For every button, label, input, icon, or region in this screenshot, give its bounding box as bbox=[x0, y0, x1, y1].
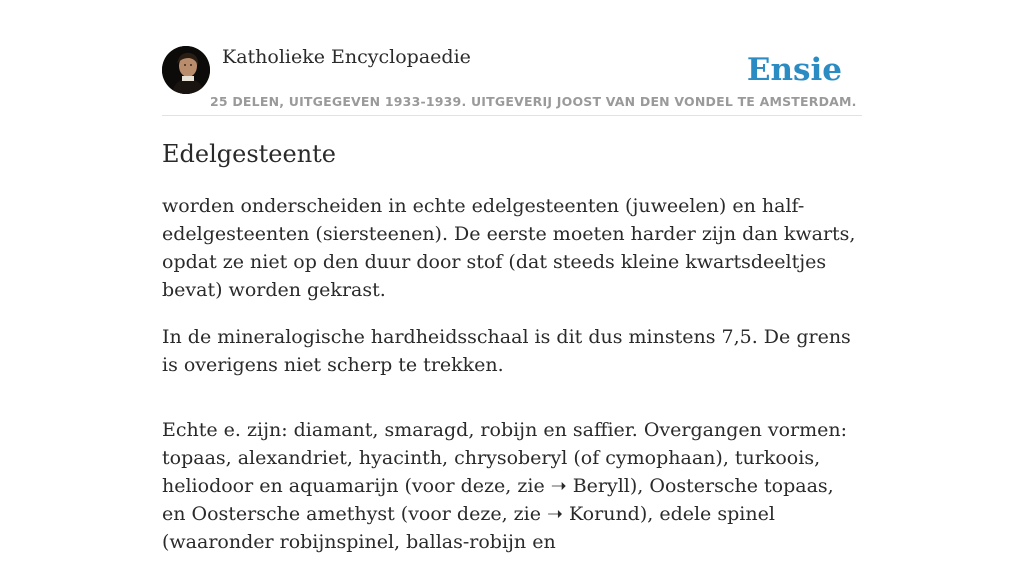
publication-subtitle: 25 DELEN, UITGEGEVEN 1933-1939. UITGEVERIJ JOOST VAN DEN VONDEL TE AMSTERDAM. bbox=[210, 94, 857, 109]
portrait-avatar-icon[interactable] bbox=[162, 46, 210, 94]
article-paragraph: worden onderscheiden in echte edelgesteenten (juweelen) en half-edelgesteenten (siersteenen). De eerste moeten harder zijn dan kwarts, opdat ze niet op den duur door stof (dat steeds kleine kwartsdeeltjes bevat) worden gekrast. bbox=[162, 195, 856, 301]
site-title-link[interactable]: Katholieke Encyclopaedie bbox=[222, 46, 471, 68]
page-container bbox=[162, 0, 862, 553]
article-paragraph: Echte e. zijn: diamant, smaragd, robijn en saffier. Overgangen vormen: topaas, alexandriet, hyacinth, chrysoberyl (of cymophaan), turkoois, heliodoor en aquamarijn (voor deze, zie ➝ Beryll), Oostersche topaas, en Oostersche amethyst (voor deze, zie ➝ Korund), edele spinel (waaronder robijnspinel, ballas-robijn en bbox=[162, 419, 848, 553]
article-paragraph: In de mineralogische hardheidsschaal is dit dus minstens 7,5. De grens is overigens niet scherp te trekken. bbox=[162, 326, 851, 376]
article-body bbox=[162, 192, 862, 575]
ensie-logo-link[interactable]: Ensie bbox=[746, 52, 842, 88]
site-header bbox=[162, 0, 862, 116]
article-title: Edelgesteente bbox=[162, 140, 336, 168]
